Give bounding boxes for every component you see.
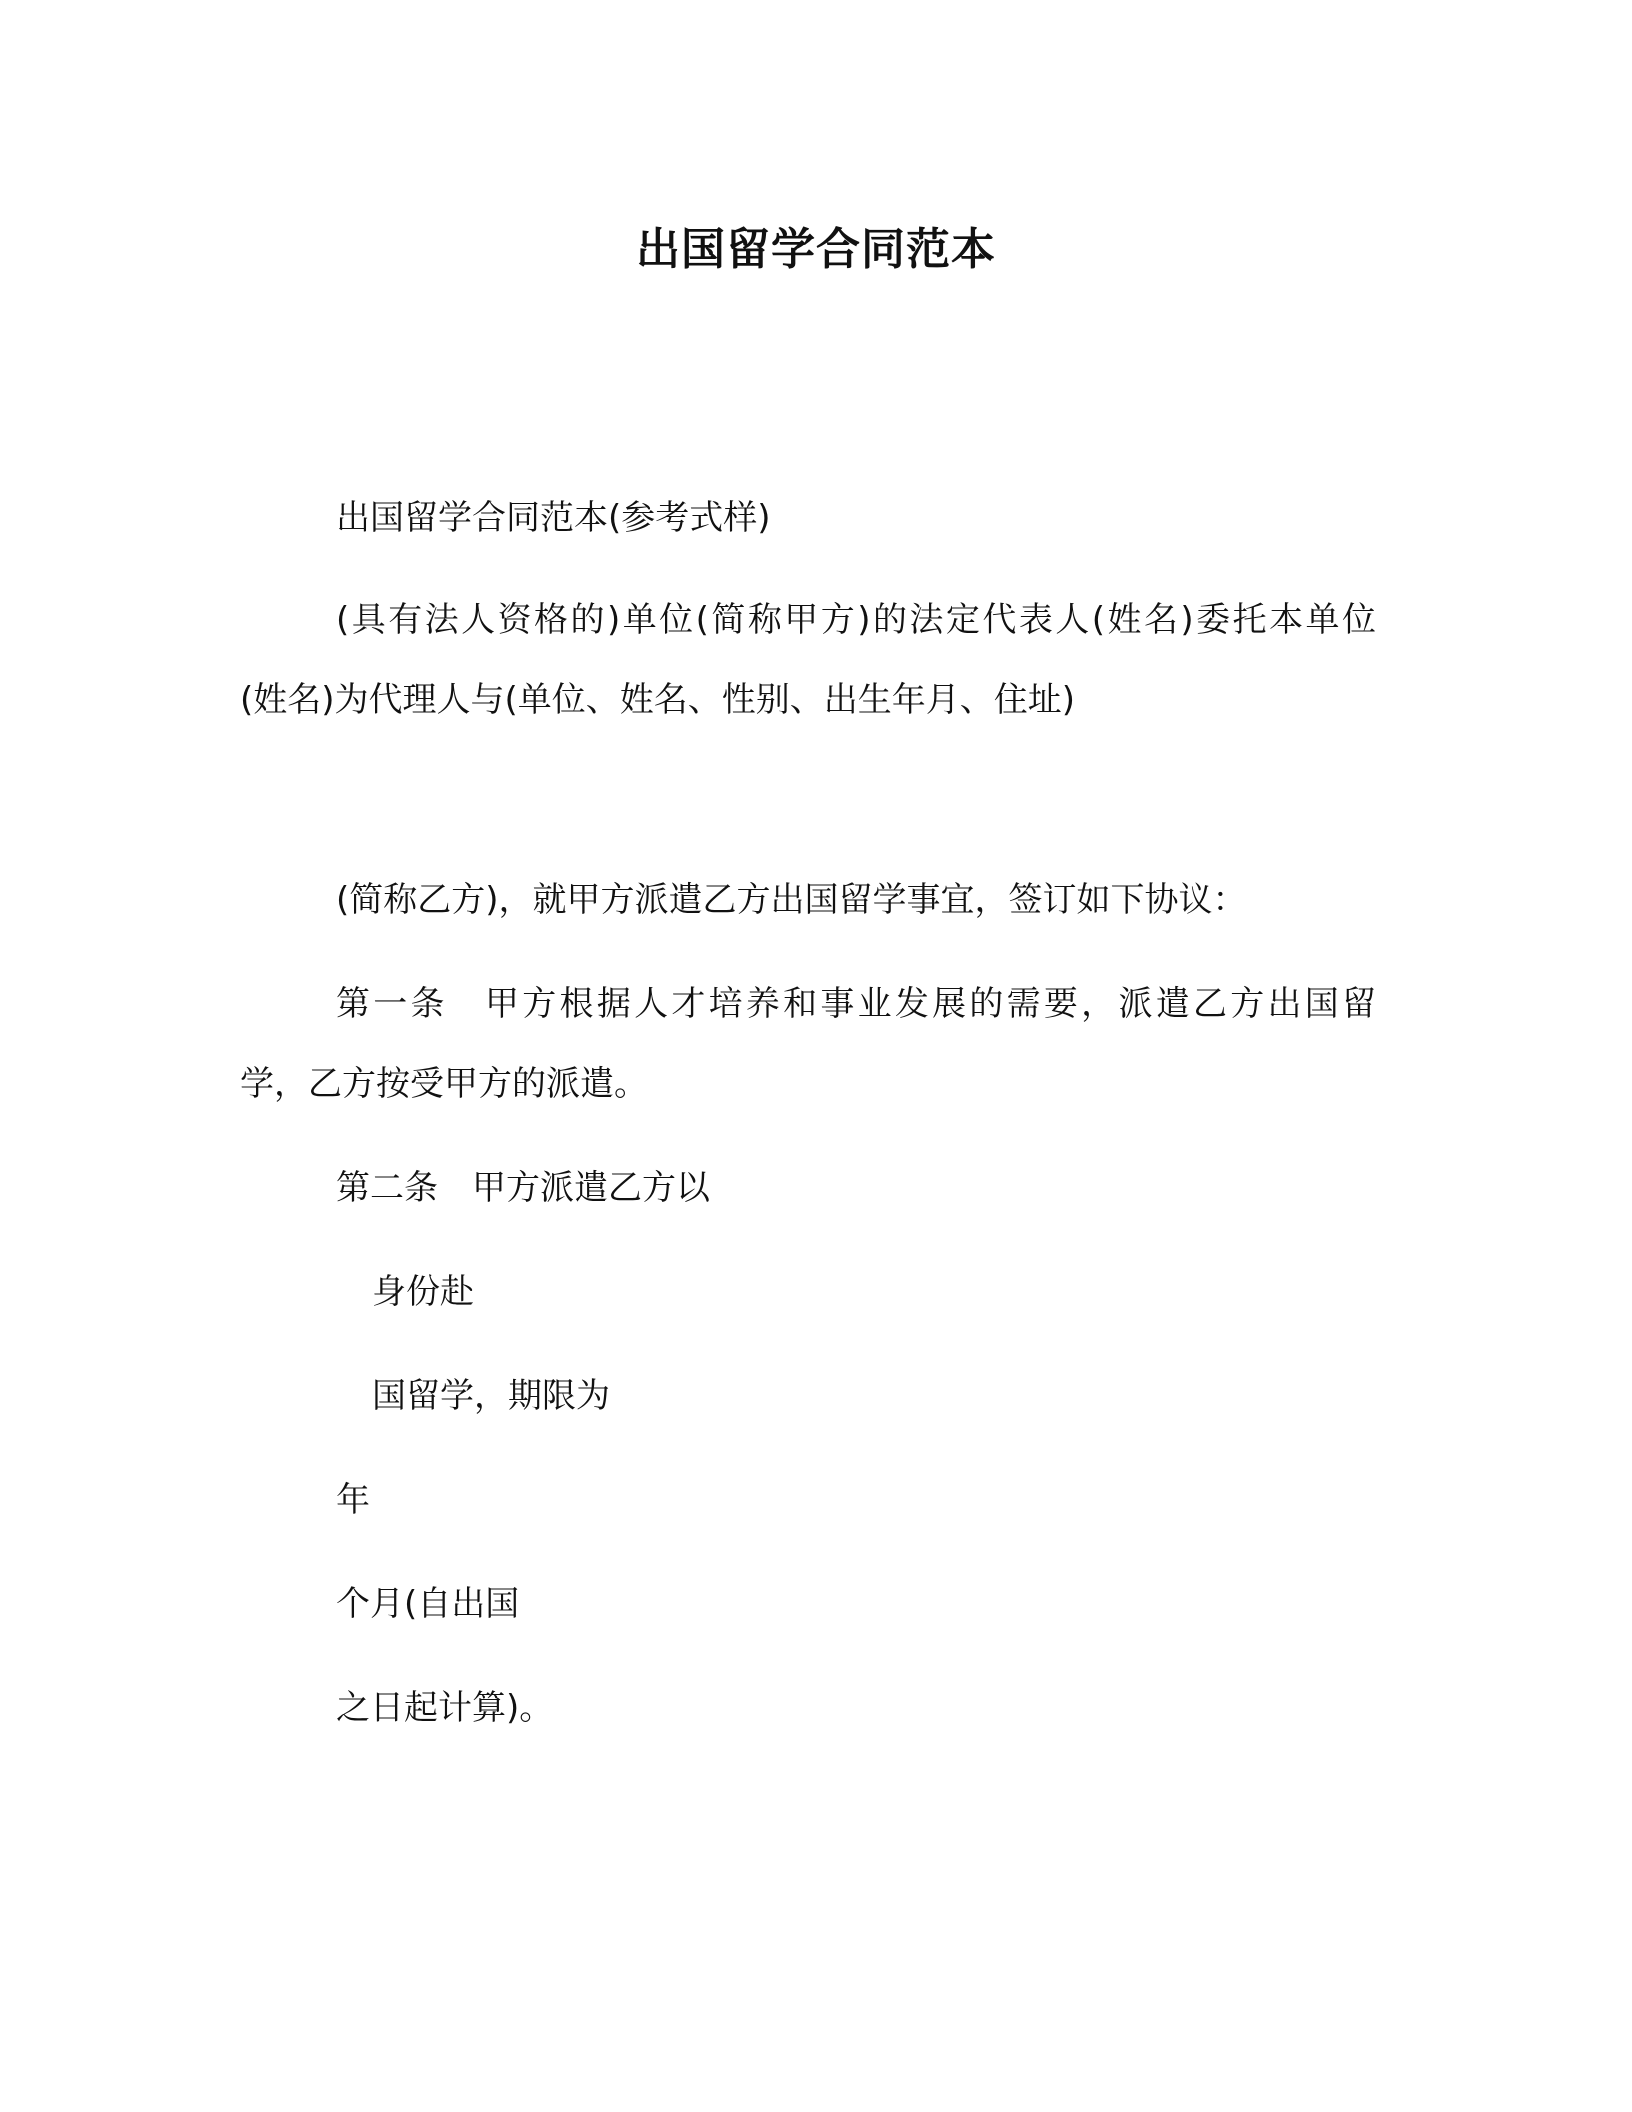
document-title: 出国留学合同范本 <box>636 224 996 275</box>
article-2-line: 第二条 甲方派遣乙方以 <box>336 1168 710 1208</box>
article-2-line: 国留学，期限为 <box>372 1376 610 1416</box>
paragraph-line: (具有法人资格的)单位(简称甲方)的法定代表人(姓名)委托本单位 <box>336 600 1376 640</box>
paragraph-line: (姓名)为代理人与(单位、姓名、性别、出生年月、住址) <box>240 680 1076 720</box>
article-2-line: 身份赴 <box>372 1272 474 1312</box>
article-2-line: 年 <box>336 1480 370 1520</box>
article-1-line: 学，乙方按受甲方的派遣。 <box>240 1064 648 1104</box>
article-1-line: 第一条 甲方根据人才培养和事业发展的需要，派遣乙方出国留 <box>336 984 1376 1024</box>
paragraph-line: (简称乙方)，就甲方派遣乙方出国留学事宜，签订如下协议： <box>336 880 1247 920</box>
article-2-line: 个月(自出国 <box>336 1584 520 1624</box>
article-2-line: 之日起计算)。 <box>336 1688 554 1728</box>
subtitle-line: 出国留学合同范本(参考式样) <box>336 498 771 538</box>
